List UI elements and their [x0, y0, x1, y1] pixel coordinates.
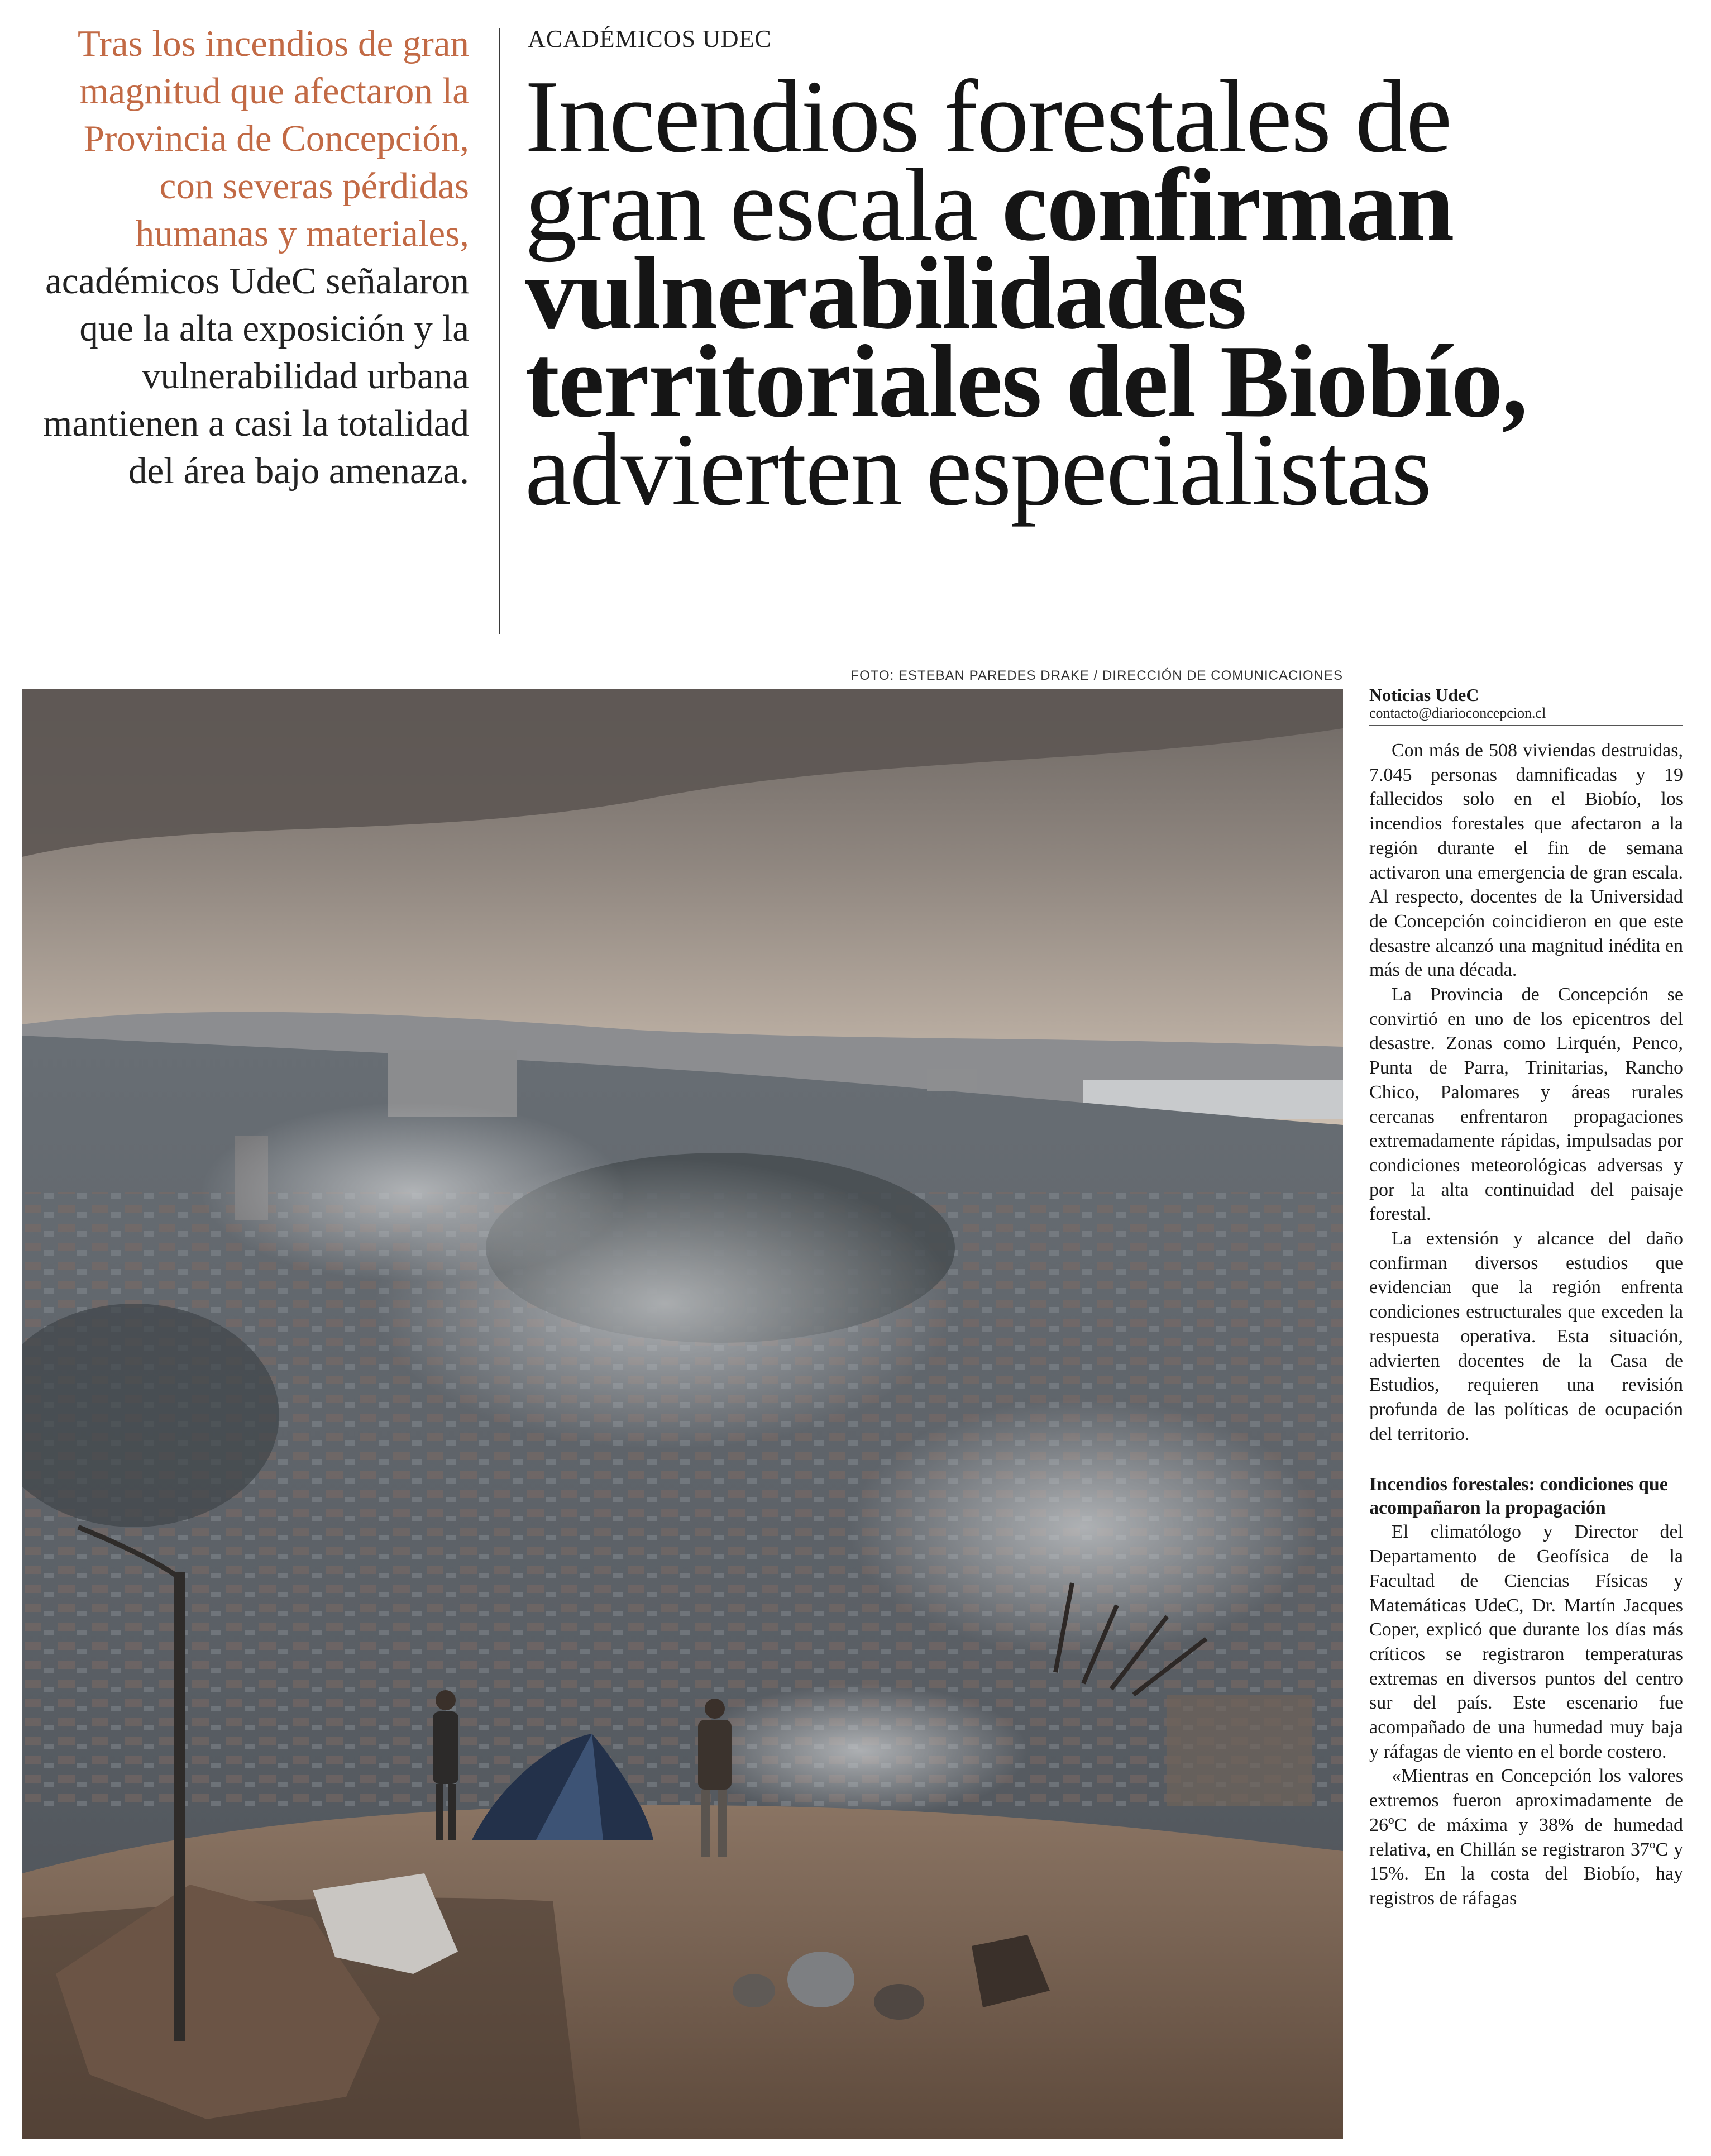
article-paragraph-1: Con más de 508 viviendas destruidas, 7.045 personas damnificadas y 19 fallecidos solo en el Biobío, los incendios forestales que afectaron a la región durante el fin de semana activaron una emergencia de gran escala. Al respecto, docentes de la Universidad de Concepción coincidieron en que este desastre alcanzó una magnitud inédita en más de una década. [1369, 740, 1683, 981]
article-paragraph-2: La Provincia de Concepción se convirtió en uno de los epicentros del desastre. Zonas como Lirquén, Penco, Punta de Parra, Trinitarias, Rancho Chico, Palomares y áreas rurales cercanas enfrentaron propagaciones extremadamente rápidas, impulsadas por condiciones meteorológicas adversas y por la alta continuidad del paisaje forestal. [1369, 984, 1683, 1225]
headline-line-2-regular: gran escala [525, 147, 1002, 263]
article-paragraph-4: El climatólogo y Director del Departamento de Geofísica de la Facultad de Ciencias Físicas y Matemáticas UdeC, Dr. Martín Jacques Coper, explicó que durante los días más críticos se registraron temperaturas extremas en diversos puntos del centro sur del país. Este escenario fue acompañado de una humedad muy baja y ráfagas de viento en el borde costero. [1369, 1521, 1683, 1762]
vertical-divider [499, 28, 500, 634]
article-paragraph-3: La extensión y alcance del daño confirman diversos estudios que evidencian que la región enfrenta condiciones estructurales que exceden la respuesta operativa. Esta situación, advierten docentes de la Casa de Estudios, requieren una revisión profunda de las políticas de ocupación del territorio. [1369, 1228, 1683, 1444]
byline-divider [1369, 725, 1683, 726]
lead-paragraph [22, 20, 469, 495]
headline-line-5: advierten especialistas [525, 412, 1431, 527]
article-paragraph-5: «Mientras en Concepción los valores extremos fueron aproximadamente de 26ºC de máxima y 38% de humedad relativa, en Chillán se registraron 37ºC y 15%. En la costa del Biobío, hay registros de ráfagas [1369, 1766, 1683, 1909]
headline-line-4-bold: territoriales del Biobío, [525, 324, 1527, 439]
headline-line-3-bold: vulnerabilidades [525, 236, 1246, 351]
headline [525, 59, 1698, 527]
wildfire-photo [22, 689, 1343, 2139]
lead-rest: académicos UdeC señalaron que la alta exposición y la vulnerabilidad urbana mantienen a casi la totalidad del área bajo amenaza. [43, 260, 469, 492]
lead-highlight: Tras los incendios de gran magnitud que afectaron la Provincia de Concepción, con severas pérdidas humanas y materiales, [78, 23, 469, 254]
byline-email[interactable]: contacto@diarioconcepcion.cl [1369, 705, 1546, 721]
headline-line-1: Incendios forestales de [525, 59, 1451, 174]
headline-line-2-bold: confirman [1001, 147, 1454, 263]
byline-author: Noticias UdeC [1369, 685, 1479, 705]
article-column [1369, 685, 1683, 1911]
photo-credit: FOTO: ESTEBAN PAREDES DRAKE / DIRECCIÓN DE COMUNICACIONES [850, 668, 1343, 683]
article-subhead: Incendios forestales: condiciones que acompañaron la propagación [1369, 1474, 1668, 1519]
section-kicker: ACADÉMICOS UDEC [528, 25, 772, 53]
